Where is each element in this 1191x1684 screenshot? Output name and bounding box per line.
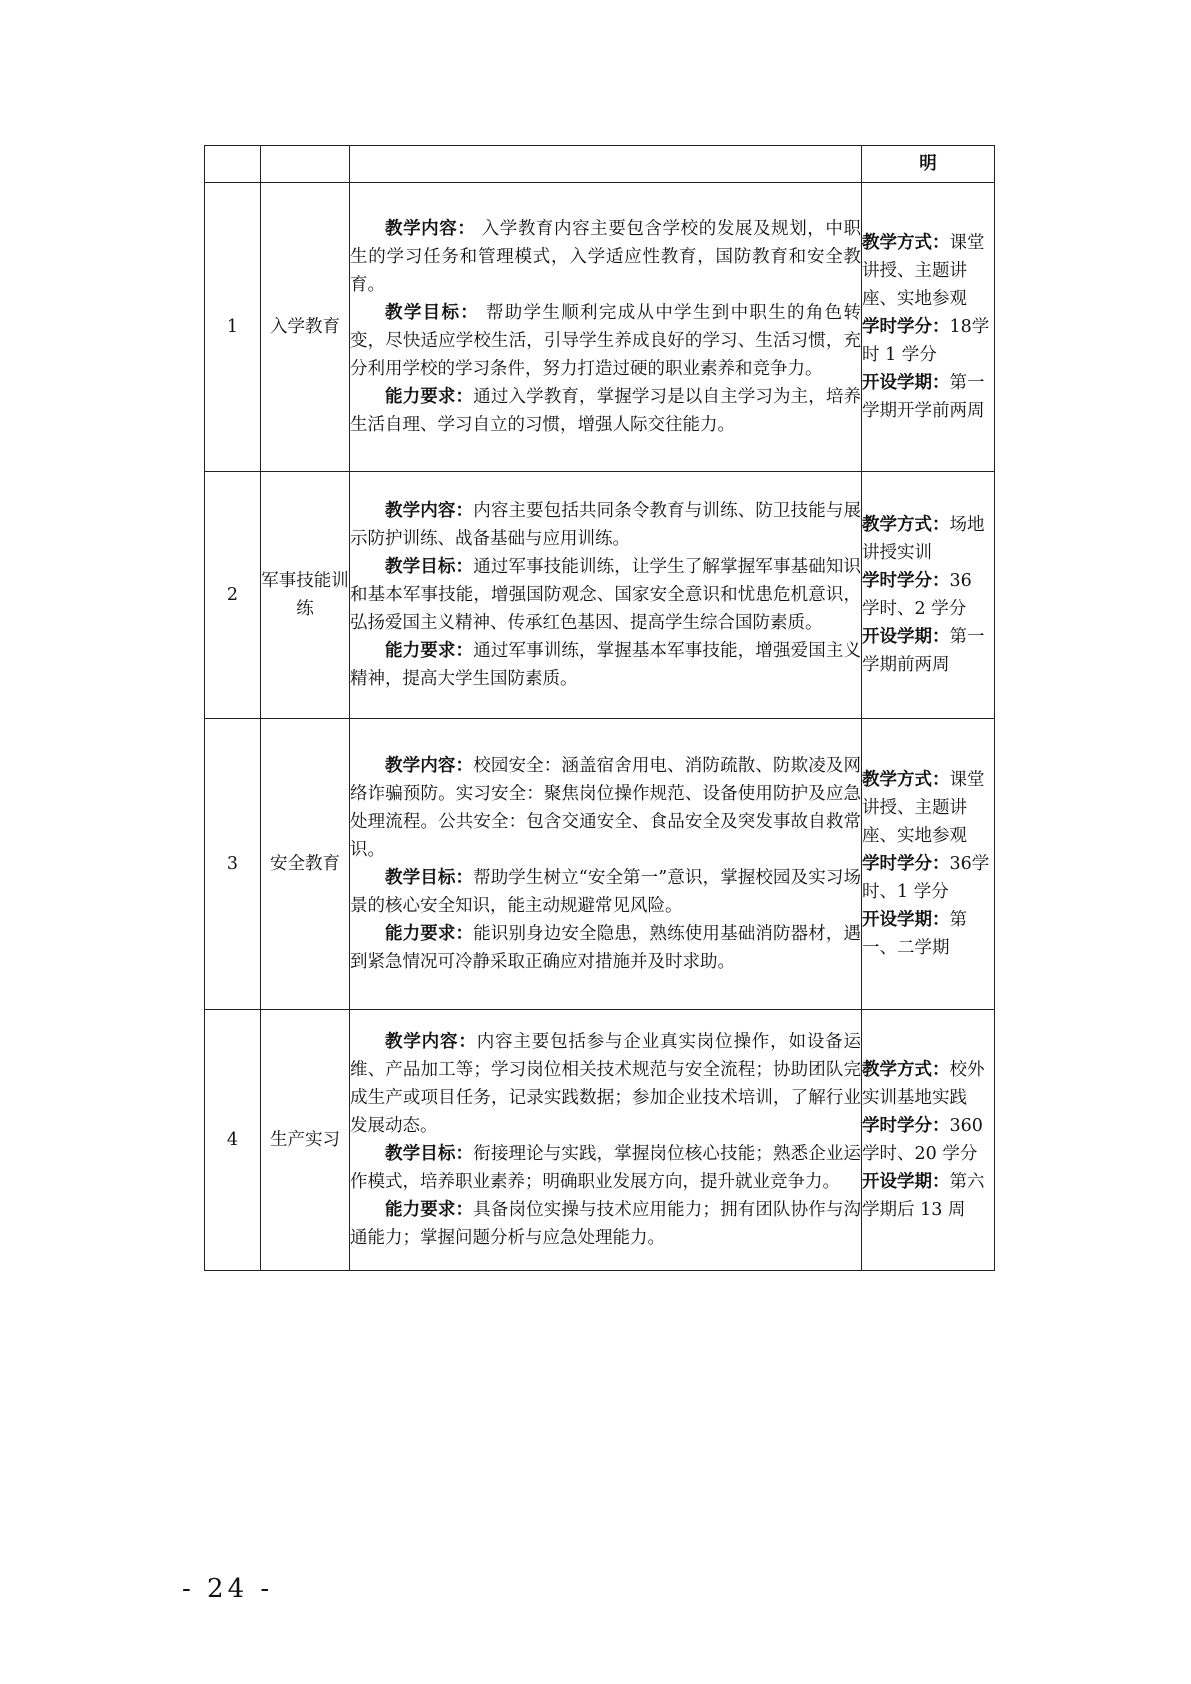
table-row xyxy=(205,719,995,1010)
content-label: 教学目标： xyxy=(385,303,480,323)
info-item xyxy=(862,1168,994,1224)
info-text: 360 学时、20 学分 xyxy=(862,1116,983,1164)
info-label: 教学方式： xyxy=(862,770,950,790)
info-text: 校外实训基地实践 xyxy=(862,1060,985,1108)
info-label: 开设学期： xyxy=(862,910,950,930)
content-label: 教学目标： xyxy=(385,557,474,577)
table-row xyxy=(205,472,995,719)
info-label: 教学方式： xyxy=(862,1060,950,1080)
course-info xyxy=(862,472,995,719)
info-label: 教学方式： xyxy=(862,515,950,535)
info-item xyxy=(862,1056,994,1112)
info-text: 第六学期后 13 周 xyxy=(862,1172,985,1220)
info-item xyxy=(862,850,994,906)
info-text: 第一学期前两周 xyxy=(862,627,985,675)
info-item xyxy=(862,1112,994,1168)
course-table xyxy=(204,145,995,1271)
info-text: 场地讲授实训 xyxy=(862,515,985,563)
info-label: 开设学期： xyxy=(862,1172,950,1192)
content-text: 具备岗位实操与技术应用能力；拥有团队协作与沟通能力；掌握问题分析与应急处理能力。 xyxy=(350,1200,862,1248)
content-paragraph xyxy=(350,864,861,920)
info-label: 教学方式： xyxy=(862,233,950,253)
content-label: 教学目标： xyxy=(385,1144,474,1164)
content-paragraph xyxy=(350,920,861,976)
content-label: 教学内容： xyxy=(385,501,474,521)
row-number: 1 xyxy=(205,183,261,472)
content-text: 衔接理论与实践，掌握岗位核心技能；熟悉企业运作模式，培养职业素养；明确职业发展方向，提升就业竞争力。 xyxy=(350,1144,862,1192)
info-text: 36学时、1 学分 xyxy=(862,854,990,902)
content-text: 内容主要包括参与企业真实岗位操作，如设备运维、产品加工等；学习岗位相关技术规范与安全流程；协助团队完成生产或项目任务，记录实践数据；参加企业技术培训，了解行业发展动态。 xyxy=(350,1032,862,1136)
info-item xyxy=(862,906,994,962)
content-paragraph xyxy=(350,752,861,864)
course-name: 入学教育 xyxy=(261,183,350,472)
course-content xyxy=(350,183,862,472)
course-name: 军事技能训练 xyxy=(261,472,350,719)
info-item xyxy=(862,623,994,679)
row-number: 3 xyxy=(205,719,261,1010)
content-text: 内容主要包括共同条令教育与训练、防卫技能与展示防护训练、战备基础与应用训练。 xyxy=(350,501,862,549)
content-paragraph xyxy=(350,1196,861,1252)
content-label: 教学内容： xyxy=(385,756,474,776)
header-cell-no xyxy=(205,146,261,183)
content-paragraph xyxy=(350,383,861,439)
info-text: 课堂讲授、主题讲座、实地参观 xyxy=(862,770,985,846)
row-number: 2 xyxy=(205,472,261,719)
content-text: 帮助学生顺利完成从中学生到中职生的角色转变，尽快适应学校生活，引导学生养成良好的学习、生活习惯，充分利用学校的学习条件，努力打造过硬的职业素养和竞争力。 xyxy=(350,303,862,379)
content-text: 通过入学教育，掌握学习是以自主学习为主，培养生活自理、学习自立的习惯，增强人际交往能力。 xyxy=(350,387,862,435)
header-cell-info: 明 xyxy=(862,146,995,183)
content-label: 教学内容： xyxy=(385,219,476,239)
info-text: 课堂讲授、主题讲座、实地参观 xyxy=(862,233,985,309)
content-paragraph xyxy=(350,299,861,383)
content-label: 能力要求： xyxy=(385,924,474,944)
info-text: 18学时 1 学分 xyxy=(862,317,990,365)
info-item xyxy=(862,766,994,850)
info-label: 学时学分： xyxy=(862,571,950,591)
content-label: 教学目标： xyxy=(385,868,474,888)
content-text: 通过军事训练，掌握基本军事技能，增强爱国主义精神，提高大学生国防素质。 xyxy=(350,641,862,689)
content-paragraph xyxy=(350,1028,861,1140)
content-text: 通过军事技能训练，让学生了解掌握军事基础知识和基本军事技能，增强国防观念、国家安全意识和忧患危机意识，弘扬爱国主义精神、传承红色基因、提高学生综合国防素质。 xyxy=(350,557,862,633)
info-label: 学时学分： xyxy=(862,317,950,337)
content-text: 能识别身边安全隐患，熟练使用基础消防器材，遇到紧急情况可冷静采取正确应对措施并及时求助。 xyxy=(350,924,862,972)
header-cell-name xyxy=(261,146,350,183)
course-info xyxy=(862,183,995,472)
info-item xyxy=(862,369,994,425)
content-label: 教学内容： xyxy=(385,1032,477,1052)
info-text: 36 学时、2 学分 xyxy=(862,571,972,619)
info-text: 第一、二学期 xyxy=(862,910,967,958)
info-label: 学时学分： xyxy=(862,1116,950,1136)
content-paragraph xyxy=(350,497,861,553)
course-name: 生产实习 xyxy=(261,1010,350,1271)
content-paragraph xyxy=(350,215,861,299)
info-item xyxy=(862,229,994,313)
course-info xyxy=(862,1010,995,1271)
row-number: 4 xyxy=(205,1010,261,1271)
content-paragraph xyxy=(350,553,861,637)
info-text: 第一学期开学前两周 xyxy=(862,373,985,421)
content-label: 能力要求： xyxy=(385,1200,474,1220)
content-text: 入学教育内容主要包含学校的发展及规划，中职生的学习任务和管理模式，入学适应性教育，国防教育和安全教育。 xyxy=(350,219,861,295)
info-label: 开设学期： xyxy=(862,373,950,393)
table-header-row xyxy=(205,146,995,183)
content-text: 校园安全：涵盖宿舍用电、消防疏散、防欺凌及网络诈骗预防。实习安全：聚焦岗位操作规范、设备使用防护及应急处理流程。公共安全：包含交通安全、食品安全及突发事故自救常识。 xyxy=(350,756,862,860)
content-label: 能力要求： xyxy=(385,641,474,661)
content-paragraph xyxy=(350,637,861,693)
header-cell-content xyxy=(350,146,862,183)
info-item xyxy=(862,567,994,623)
table-row xyxy=(205,1010,995,1271)
info-label: 开设学期： xyxy=(862,627,950,647)
course-name: 安全教育 xyxy=(261,719,350,1010)
course-content xyxy=(350,719,862,1010)
course-content xyxy=(350,1010,862,1271)
content-text: 帮助学生树立“安全第一”意识，掌握校园及实习场景的核心安全知识，能主动规避常见风险。 xyxy=(350,868,861,916)
content-paragraph xyxy=(350,1140,861,1196)
info-label: 学时学分： xyxy=(862,854,950,874)
info-item xyxy=(862,313,994,369)
info-item xyxy=(862,511,994,567)
table-row xyxy=(205,183,995,472)
page-number: - 24 - xyxy=(182,1574,274,1604)
content-label: 能力要求： xyxy=(385,387,474,407)
course-info xyxy=(862,719,995,1010)
course-content xyxy=(350,472,862,719)
